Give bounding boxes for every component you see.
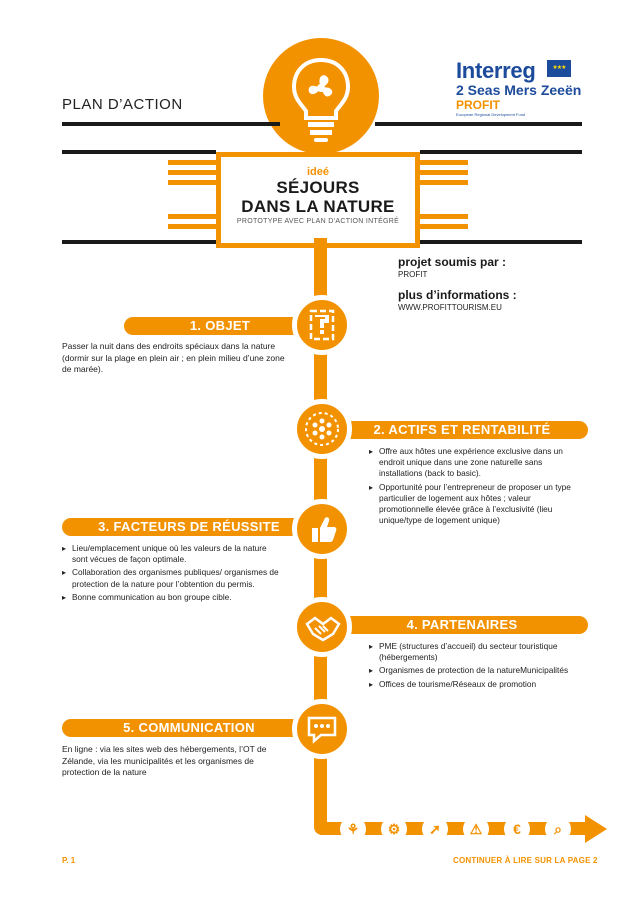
page-number: P. 1 bbox=[62, 856, 76, 865]
list-item: ▸ Opportunité pour l’entrepreneur de proposer un type particulier de logement aux hôtes ; valeur promotionnelle élevée grâce à l’exclusivité (lieu unique/type de logement unique) bbox=[369, 482, 582, 527]
submitted-label: projet soumis par : bbox=[398, 255, 507, 269]
gear-icon: ⚙ bbox=[381, 816, 407, 842]
list-item: ▸ Collaboration des organismes publiques/ organismes de protection de la nature pour l’obtention du permis. bbox=[62, 567, 282, 589]
list-item: ▸ Organismes de protection de la natureMunicipalités bbox=[369, 665, 582, 676]
stripe bbox=[168, 224, 216, 229]
stripe bbox=[420, 214, 468, 219]
money-icon: € bbox=[504, 816, 530, 842]
stripe bbox=[168, 214, 216, 219]
hero-rule-left-bottom bbox=[62, 240, 216, 244]
hero-title-line1: SÉJOURS bbox=[276, 178, 360, 197]
section-objet-text: Passer la nuit dans des endroits spéciaux dans la nature (dormir sur la plage en plein air ; en plein milieu d’une zone de marée). bbox=[62, 341, 285, 374]
warning-icon: ⚠ bbox=[463, 816, 489, 842]
interreg-logo: Interreg bbox=[456, 58, 536, 83]
hero-subtitle: PROTOTYPE AVEC PLAN D’ACTION INTÉGRÉ bbox=[236, 218, 400, 225]
info-value: WWW.PROFITTOURISM.EU bbox=[398, 303, 502, 312]
timeline-arrow-icon bbox=[585, 815, 607, 843]
continue-link[interactable]: CONTINUER À LIRE SUR LA PAGE 2 bbox=[453, 856, 598, 865]
section-objet-title: 1. OBJET bbox=[124, 317, 316, 335]
logo-fund: European Regional Development Fund bbox=[456, 112, 526, 117]
thumbs-up-icon bbox=[292, 499, 352, 559]
stripe bbox=[168, 180, 216, 185]
list-item: ▸ PME (structures d’accueil) du secteur touristique (hébergements) bbox=[369, 641, 582, 663]
hero-rule-right-top bbox=[420, 150, 582, 154]
section-actifs-list bbox=[369, 446, 582, 528]
hero-title-line2: DANS LA NATURE bbox=[241, 197, 395, 216]
hero-title-box bbox=[216, 152, 420, 248]
hero-rule-left-top bbox=[62, 150, 216, 154]
page-title: PLAN D’ACTION bbox=[62, 96, 183, 113]
rocket-icon: ➚ bbox=[422, 816, 448, 842]
header-rule-left bbox=[62, 122, 280, 126]
header-rule-right bbox=[375, 122, 582, 126]
list-item: ▸ Lieu/emplacement unique où les valeurs de la nature sont vécues de façon optimale. bbox=[62, 543, 282, 565]
hero-tag: ideé bbox=[306, 166, 329, 178]
section-partenaires-list bbox=[369, 641, 582, 692]
search-icon: ⌕ bbox=[545, 816, 571, 842]
lightbulb-icon: ⚘ bbox=[340, 816, 366, 842]
stripe bbox=[420, 180, 468, 185]
list-item: ▸ Bonne communication au bon groupe cible. bbox=[62, 592, 282, 603]
stripe bbox=[420, 160, 468, 165]
section-facteurs-title: 3. FACTEURS DE RÉUSSITE bbox=[62, 518, 316, 536]
lightbulb-fan-icon bbox=[256, 38, 386, 154]
eu-flag-icon: ★★★ bbox=[547, 60, 571, 77]
stripe bbox=[420, 170, 468, 175]
submitted-value: PROFIT bbox=[398, 270, 428, 279]
stripe bbox=[420, 224, 468, 229]
logo-project: PROFIT bbox=[456, 98, 500, 112]
section-facteurs-list bbox=[62, 543, 282, 605]
section-communication-title: 5. COMMUNICATION bbox=[62, 719, 316, 737]
stripe bbox=[168, 170, 216, 175]
section-communication-text: En ligne : via les sites web des hébergements, l’OT de Zélande, via les municipalités et les organismes de protection de la nature bbox=[62, 744, 267, 777]
hero-rule-right-bottom bbox=[420, 240, 582, 244]
logo-program: 2 Seas Mers Zeeën bbox=[456, 82, 582, 98]
speech-bubble-icon bbox=[292, 699, 352, 759]
info-label: plus d’informations : bbox=[398, 288, 517, 302]
section-actifs-title: 2. ACTIFS ET RENTABILITÉ bbox=[326, 421, 588, 439]
section-partenaires-title: 4. PARTENAIRES bbox=[326, 616, 588, 634]
list-item: ▸ Offices de tourisme/Réseaux de promotion bbox=[369, 679, 582, 690]
dots-circle-icon bbox=[292, 399, 352, 459]
stripe bbox=[168, 160, 216, 165]
handshake-icon bbox=[292, 597, 352, 657]
question-puzzle-icon bbox=[292, 295, 352, 355]
list-item: ▸ Offre aux hôtes une expérience exclusive dans un endroit unique dans une zone naturelle sans installations (back to basic). bbox=[369, 446, 582, 480]
